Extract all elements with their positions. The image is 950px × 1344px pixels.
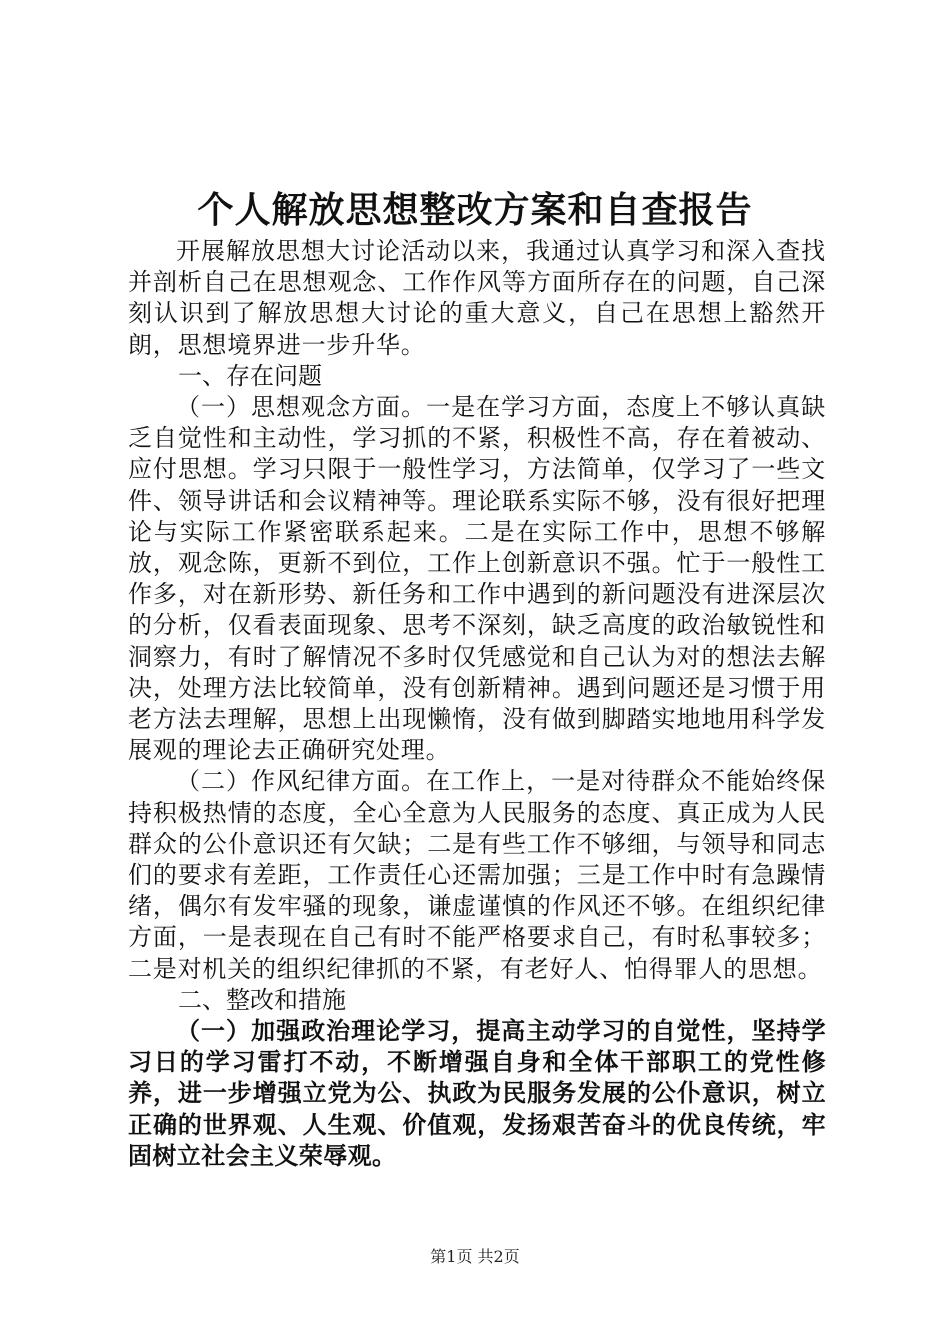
paragraph-measure-1: （一）加强政治理论学习，提高主动学习的自觉性，坚持学习日的学习雷打不动，不断增强自身和全体干部职工的党性修养，进一步增强立党为公、执政为民服务发展的公仆意识，树立正确的世界观、人生观、价值观，发扬艰苦奋斗的优良传统，牢固树立社会主义荣辱观。 <box>128 1017 826 1170</box>
paragraph-lead: （二）作风纪律方面。 <box>176 767 427 796</box>
intro-paragraph: 开展解放思想大讨论活动以来，我通过认真学习和深入查找并剖析自己在思想观念、工作作风等方面所存在的问题，自己深刻认识到了解放思想大讨论的重大意义，自己在思想上豁然开朗，思想境界进一步升华。 <box>128 237 826 359</box>
page-footer: 第1页 共2页 <box>430 1247 520 1266</box>
paragraph-text: 在工作上，一是对待群众不能始终保持积极热情的态度，全心全意为人民服务的态度、真正成为人民群众的公仆意识还有欠缺；二是有些工作不够细，与领导和同志们的要求有差距，工作责任心还需加强；三是工作中时有急躁情绪，偶尔有发牢骚的现象，谦虚谨慎的作风还不够。在组织纪律方面，一是表现在自己有时不能严格要求自己，有时私事较多；二是对机关的组织纪律抓的不紧，有老好人、怕得罪人的思想。 <box>128 767 826 983</box>
paragraph-text: 一是在学习方面，态度上不够认真缺乏自觉性和主动性，学习抓的不紧，积极性不高，存在着被动、应付思想。学习只限于一般性学习，方法简单，仅学习了一些文件、领导讲话和会议精神等。理论联系实际不够，没有很好把理论与实际工作紧密联系起来。二是在实际工作中，思想不够解放，观念陈，更新不到位，工作上创新意识不强。忙于一般性工作多，对在新形势、新任务和工作中遇到的新问题没有进深层次的分析，仅看表面现象、思考不深刻，缺乏高度的政治敏锐性和洞察力，有时了解情况不多时仅凭感觉和自己认为对的想法去解决，处理方法比较简单，没有创新精神。遇到问题还是习惯于用老方法去理解，思想上出现懒惰，没有做到脚踏实地地用科学发展观的理论去正确研究处理。 <box>128 393 826 765</box>
document-title: 个人解放思想整改方案和自查报告 <box>197 190 753 231</box>
section-heading-measures: 二、整改和措施 <box>178 985 346 1014</box>
document-body <box>128 236 826 1172</box>
section-heading-problems: 一、存在问题 <box>178 361 322 390</box>
paragraph-thinking <box>128 392 826 766</box>
paragraph-discipline <box>128 766 826 984</box>
paragraph-lead: （一）思想观念方面。 <box>176 393 427 422</box>
